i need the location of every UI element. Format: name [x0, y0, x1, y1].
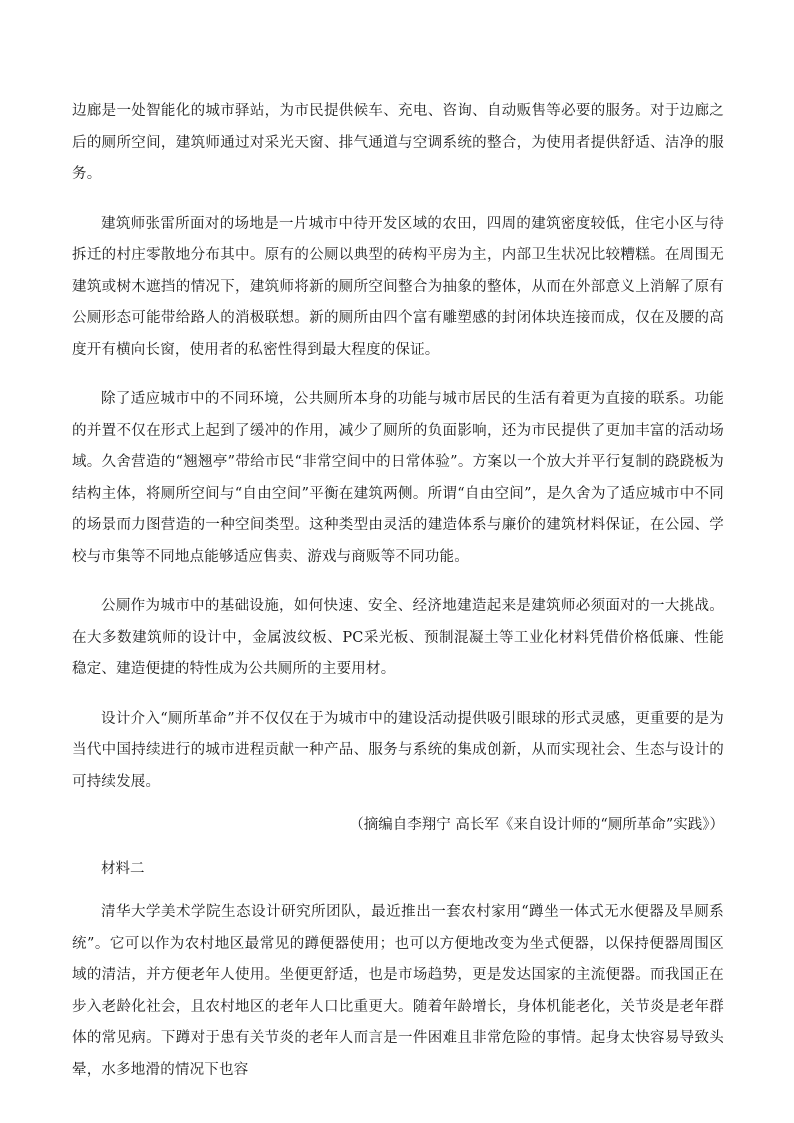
paragraph-conclusion: 设计介入“厕所革命”并不仅仅在于为城市中的建设活动提供吸引眼球的形式灵感，更重要的是为当代中国持续进行的城市进程贡献一种产品、服务与系统的集成创新，从而实现社会、生态与设计的可持续发展。 [72, 710, 724, 790]
paragraph-materials: 公厕作为城市中的基础设施，如何快速、安全、经济地建造起来是建筑师必须面对的一大挑战。在大多数建筑师的设计中，金属波纹板、PC采光板、预制混凝土等工业化材料凭借价格低廉、性能稳定、建造便捷的特性成为公共厕所的主要用材。 [72, 598, 724, 677]
document-page [72, 96, 724, 1086]
paragraph-function: 除了适应城市中的不同环境，公共厕所本身的功能与城市居民的生活有着更为直接的联系。功能的并置不仅在形式上起到了缓冲的作用，减少了厕所的负面影响，还为市民提供了更加丰富的活动场域。久舍营造的“翘翘亭”带给市民“非常空间中的日常体验”。方案以一个放大并平行复制的跷跷板为结构主体，将厕所空间与“自由空间”平衡在建筑两侧。所谓“自由空间”，是久舍为了适应城市中不同的场景而力图营造的一种空间类型。这种类型由灵活的建造体系与廉价的建筑材料保证，在公园、学校与市集等不同地点能够适应售卖、游戏与商贩等不同功能。 [72, 391, 724, 565]
section-heading-material-two: 材料二 [101, 860, 145, 877]
source-citation: （摘编自李翔宁 高长军《来自设计师的“厕所革命”实践》） [349, 817, 724, 833]
paragraph-intro: 边廊是一处智能化的城市驿站，为市民提供候车、充电、咨询、自动贩售等必要的服务。对于边廊之后的厕所空间，建筑师通过对采光天窗、排气通道与空调系统的整合，为使用者提供舒适、洁净的服务。 [72, 103, 724, 182]
paragraph-material-two: 清华大学美术学院生态设计研究所团队，最近推出一套农村家用“蹲坐一体式无水便器及旱厕系统”。它可以作为农村地区最常见的蹲便器使用；也可以方便地改变为坐式便器，以保持便器周围区域的清洁，并方便老年人使用。坐便更舒适，也是市场趋势，更是发达国家的主流便器。而我国正在步入老龄化社会，且农村地区的老年人口比重更大。随着年龄增长，身体机能老化，关节炎是老年群体的常见病。下蹲对于患有关节炎的老年人而言是一件困难且非常危险的事情。起身太快容易导致头晕，水多地滑的情况下也容 [72, 904, 724, 1078]
paragraph-site: 建筑师张雷所面对的场地是一片城市中待开发区域的农田，四周的建筑密度较低，住宅小区与待拆迁的村庄零散地分布其中。原有的公厕以典型的砖构平房为主，内部卫生状况比较糟糕。在周围无建筑或树木遮挡的情况下，建筑师将新的厕所空间整合为抽象的整体，从而在外部意义上消解了原有公厕形态可能带给路人的消极联想。新的厕所由四个富有雕塑感的封闭体块连接而成，仅在及腰的高度开有横向长窗，使用者的私密性得到最大程度的保证。 [72, 215, 724, 358]
